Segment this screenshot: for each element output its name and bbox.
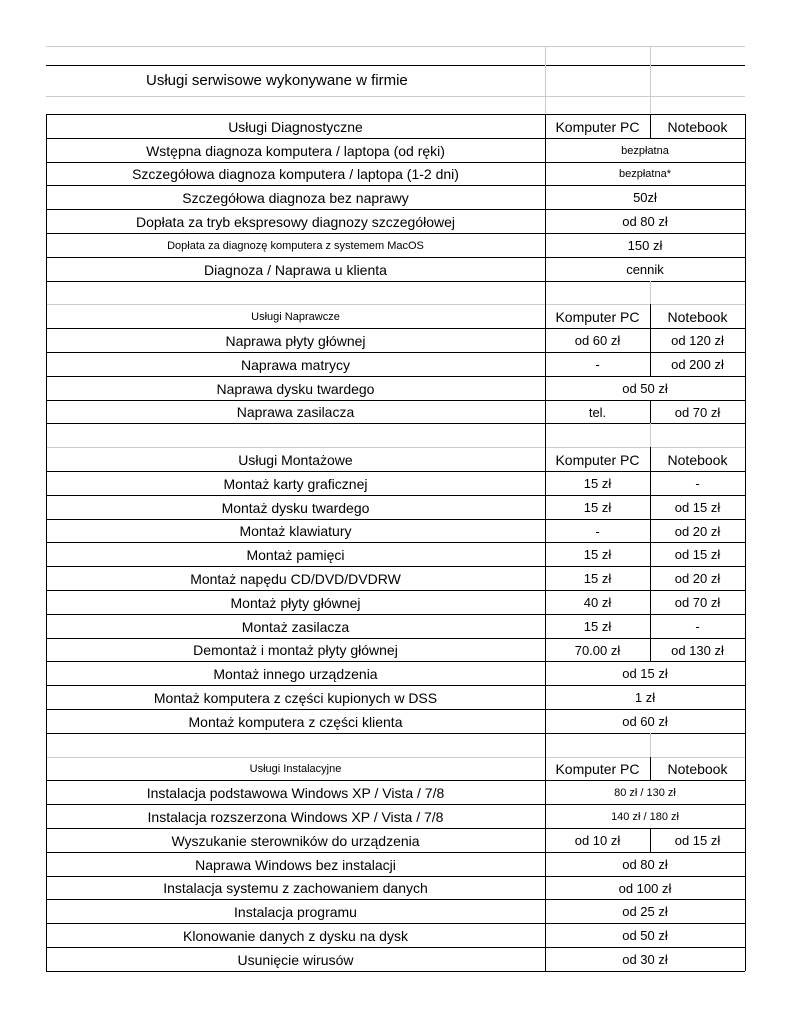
price-merged: bezpłatna: [621, 144, 669, 157]
price-pc: 15 zł: [583, 619, 612, 634]
grid-line: [745, 542, 746, 566]
grid-line: [46, 423, 47, 447]
service-name: Montaż napędu CD/DVD/DVDRW: [190, 570, 401, 587]
price-notebook: od 20 zł: [674, 571, 721, 586]
column-header-pc: Komputer PC: [555, 118, 640, 135]
grid-line: [745, 376, 746, 400]
price-notebook: od 120 zł: [671, 333, 724, 348]
service-name: Diagnoza / Naprawa u klienta: [204, 261, 387, 278]
grid-line: [745, 447, 746, 471]
grid-line: [745, 162, 746, 185]
price-merged: od 80 zł: [622, 857, 668, 872]
grid-line: [745, 566, 746, 590]
service-name: Dopłata za tryb ekspresowy diagnozy szczegółowej: [135, 213, 456, 230]
service-name: Naprawa matrycy: [241, 356, 350, 373]
price-merged: od 50 zł: [622, 381, 668, 396]
grid-line: [745, 185, 746, 209]
service-name: Demontaż i montaż płyty głównej: [193, 642, 398, 658]
price-pc: tel.: [588, 404, 607, 420]
price-notebook: -: [695, 619, 700, 634]
service-name: Montaż komputera z części kupionych w DSS: [153, 689, 438, 706]
price-merged: od 50 zł: [622, 928, 668, 943]
service-name: Montaż karty graficznej: [223, 475, 368, 492]
price-pc: 15 zł: [583, 476, 612, 491]
grid-line: [745, 852, 746, 876]
price-notebook: od 200 zł: [671, 357, 724, 372]
grid-line: [545, 733, 546, 757]
section-header-label: Usługi Naprawcze: [251, 310, 340, 323]
price-merged: 140 zł / 180 zł: [611, 810, 679, 823]
grid-line: [650, 733, 651, 757]
service-name: Naprawa płyty głównej: [225, 332, 366, 349]
grid-line: [745, 281, 746, 304]
service-name: Instalacja programu: [234, 903, 357, 920]
grid-line: [745, 328, 746, 352]
price-merged: od 60 zł: [622, 714, 668, 729]
price-merged: 1 zł: [634, 690, 656, 705]
column-header-pc: Komputer PC: [555, 761, 640, 777]
service-name: Montaż innego urządzenia: [213, 665, 378, 682]
grid-line: [745, 757, 746, 780]
price-merged: od 30 zł: [622, 952, 668, 967]
grid-line: [745, 661, 746, 685]
price-notebook: -: [695, 476, 700, 491]
grid-line: [650, 46, 651, 114]
price-notebook: od 20 zł: [674, 523, 721, 539]
service-name: Dopłata za diagnozę komputera z systemem MacOS: [167, 239, 424, 252]
grid-line: [46, 733, 47, 757]
grid-line: [545, 281, 546, 304]
price-notebook: od 15 zł: [674, 500, 721, 515]
price-pc: od 10 zł: [574, 833, 621, 848]
grid-line: [46, 423, 745, 424]
column-header-notebook: Notebook: [667, 451, 728, 468]
grid-line: [745, 138, 746, 162]
grid-line: [46, 733, 745, 734]
grid-line: [745, 780, 746, 804]
grid-line: [46, 46, 745, 47]
price-merged: 50zł: [633, 190, 657, 205]
grid-line: [745, 828, 746, 852]
grid-line: [745, 114, 746, 138]
section-header-label: Usługi Instalacyjne: [249, 763, 342, 775]
service-name: Montaż płyty głównej: [230, 594, 361, 611]
grid-line: [745, 685, 746, 709]
service-name: Szczegółowa diagnoza bez naprawy: [182, 189, 409, 206]
grid-line: [745, 495, 746, 519]
grid-line: [745, 804, 746, 828]
service-name: Szczegółowa diagnoza komputera / laptopa (1-2 dni): [132, 166, 459, 182]
grid-line: [745, 209, 746, 233]
service-name: Montaż komputera z części klienta: [188, 713, 403, 730]
service-name: Instalacja rozszerzona Windows XP / Vista / 7/8: [147, 808, 444, 825]
service-name: Naprawa zasilacza: [236, 404, 355, 420]
grid-line: [545, 46, 546, 114]
price-merged: od 25 zł: [622, 904, 668, 919]
column-header-notebook: Notebook: [667, 761, 728, 777]
service-name: Montaż klawiatury: [239, 523, 352, 539]
service-name: Montaż pamięci: [246, 546, 345, 563]
grid-line: [745, 352, 746, 376]
price-pc: 15 zł: [583, 500, 612, 515]
grid-line: [46, 281, 745, 282]
price-pc: -: [595, 357, 600, 372]
service-name: Montaż zasilacza: [241, 618, 350, 635]
grid-line: [745, 233, 746, 257]
grid-line: [745, 947, 746, 971]
grid-line: [46, 971, 745, 972]
grid-line: [745, 471, 746, 495]
grid-line: [745, 614, 746, 638]
price-pc: 40 zł: [583, 595, 612, 610]
price-merged: cennik: [626, 262, 664, 277]
grid-line: [46, 96, 745, 97]
price-merged: od 100 zł: [618, 880, 672, 896]
price-notebook: od 130 zł: [671, 642, 724, 658]
service-name: Instalacja podstawowa Windows XP / Vista / 7/8: [146, 784, 445, 801]
grid-line: [650, 281, 651, 304]
column-header-notebook: Notebook: [667, 118, 728, 135]
price-merged: 80 zł / 130 zł: [614, 786, 676, 799]
section-header-label: Usługi Montażowe: [238, 451, 353, 468]
grid-line: [745, 590, 746, 614]
service-name: Naprawa Windows bez instalacji: [195, 856, 396, 873]
service-name: Usunięcie wirusów: [237, 951, 354, 968]
grid-line: [745, 638, 746, 661]
grid-line: [745, 876, 746, 899]
grid-line: [745, 423, 746, 447]
price-notebook: od 15 zł: [674, 547, 721, 562]
service-name: Instalacja systemu z zachowaniem danych: [163, 880, 428, 896]
price-notebook: od 70 zł: [674, 404, 721, 420]
service-name: Wyszukanie sterowników do urządzenia: [171, 832, 420, 849]
grid-line: [46, 281, 47, 304]
price-merged: bezpłatna*: [619, 168, 671, 180]
service-name: Wstępna diagnoza komputera / laptopa (od ręki): [146, 142, 445, 159]
grid-line: [745, 899, 746, 923]
column-header-notebook: Notebook: [667, 308, 728, 325]
price-pc: od 60 zł: [574, 333, 621, 348]
grid-line: [745, 519, 746, 542]
price-notebook: od 70 zł: [674, 595, 721, 610]
price-merged: od 15 zł: [622, 666, 668, 681]
page-title: Usługi serwisowe wykonywane w firmie: [146, 72, 408, 89]
grid-line: [745, 733, 746, 757]
price-pc: -: [595, 523, 600, 539]
service-name: Klonowanie danych z dysku na dysk: [183, 927, 408, 944]
service-name: Montaż dysku twardego: [221, 499, 370, 516]
grid-line: [545, 423, 546, 447]
grid-line: [745, 923, 746, 947]
price-notebook: od 15 zł: [674, 833, 721, 848]
price-pc: 15 zł: [583, 547, 612, 562]
section-header-label: Usługi Diagnostyczne: [228, 118, 363, 135]
grid-line: [745, 304, 746, 328]
price-pc: 70.00 zł: [574, 642, 621, 658]
column-header-pc: Komputer PC: [555, 308, 640, 325]
service-name: Naprawa dysku twardego: [216, 380, 375, 397]
price-pc: 15 zł: [583, 571, 612, 586]
grid-line: [745, 400, 746, 423]
grid-line: [650, 423, 651, 447]
column-header-pc: Komputer PC: [555, 451, 640, 468]
grid-line: [745, 709, 746, 733]
price-merged: od 80 zł: [622, 214, 668, 229]
price-merged: 150 zł: [627, 238, 663, 253]
grid-line: [745, 257, 746, 281]
